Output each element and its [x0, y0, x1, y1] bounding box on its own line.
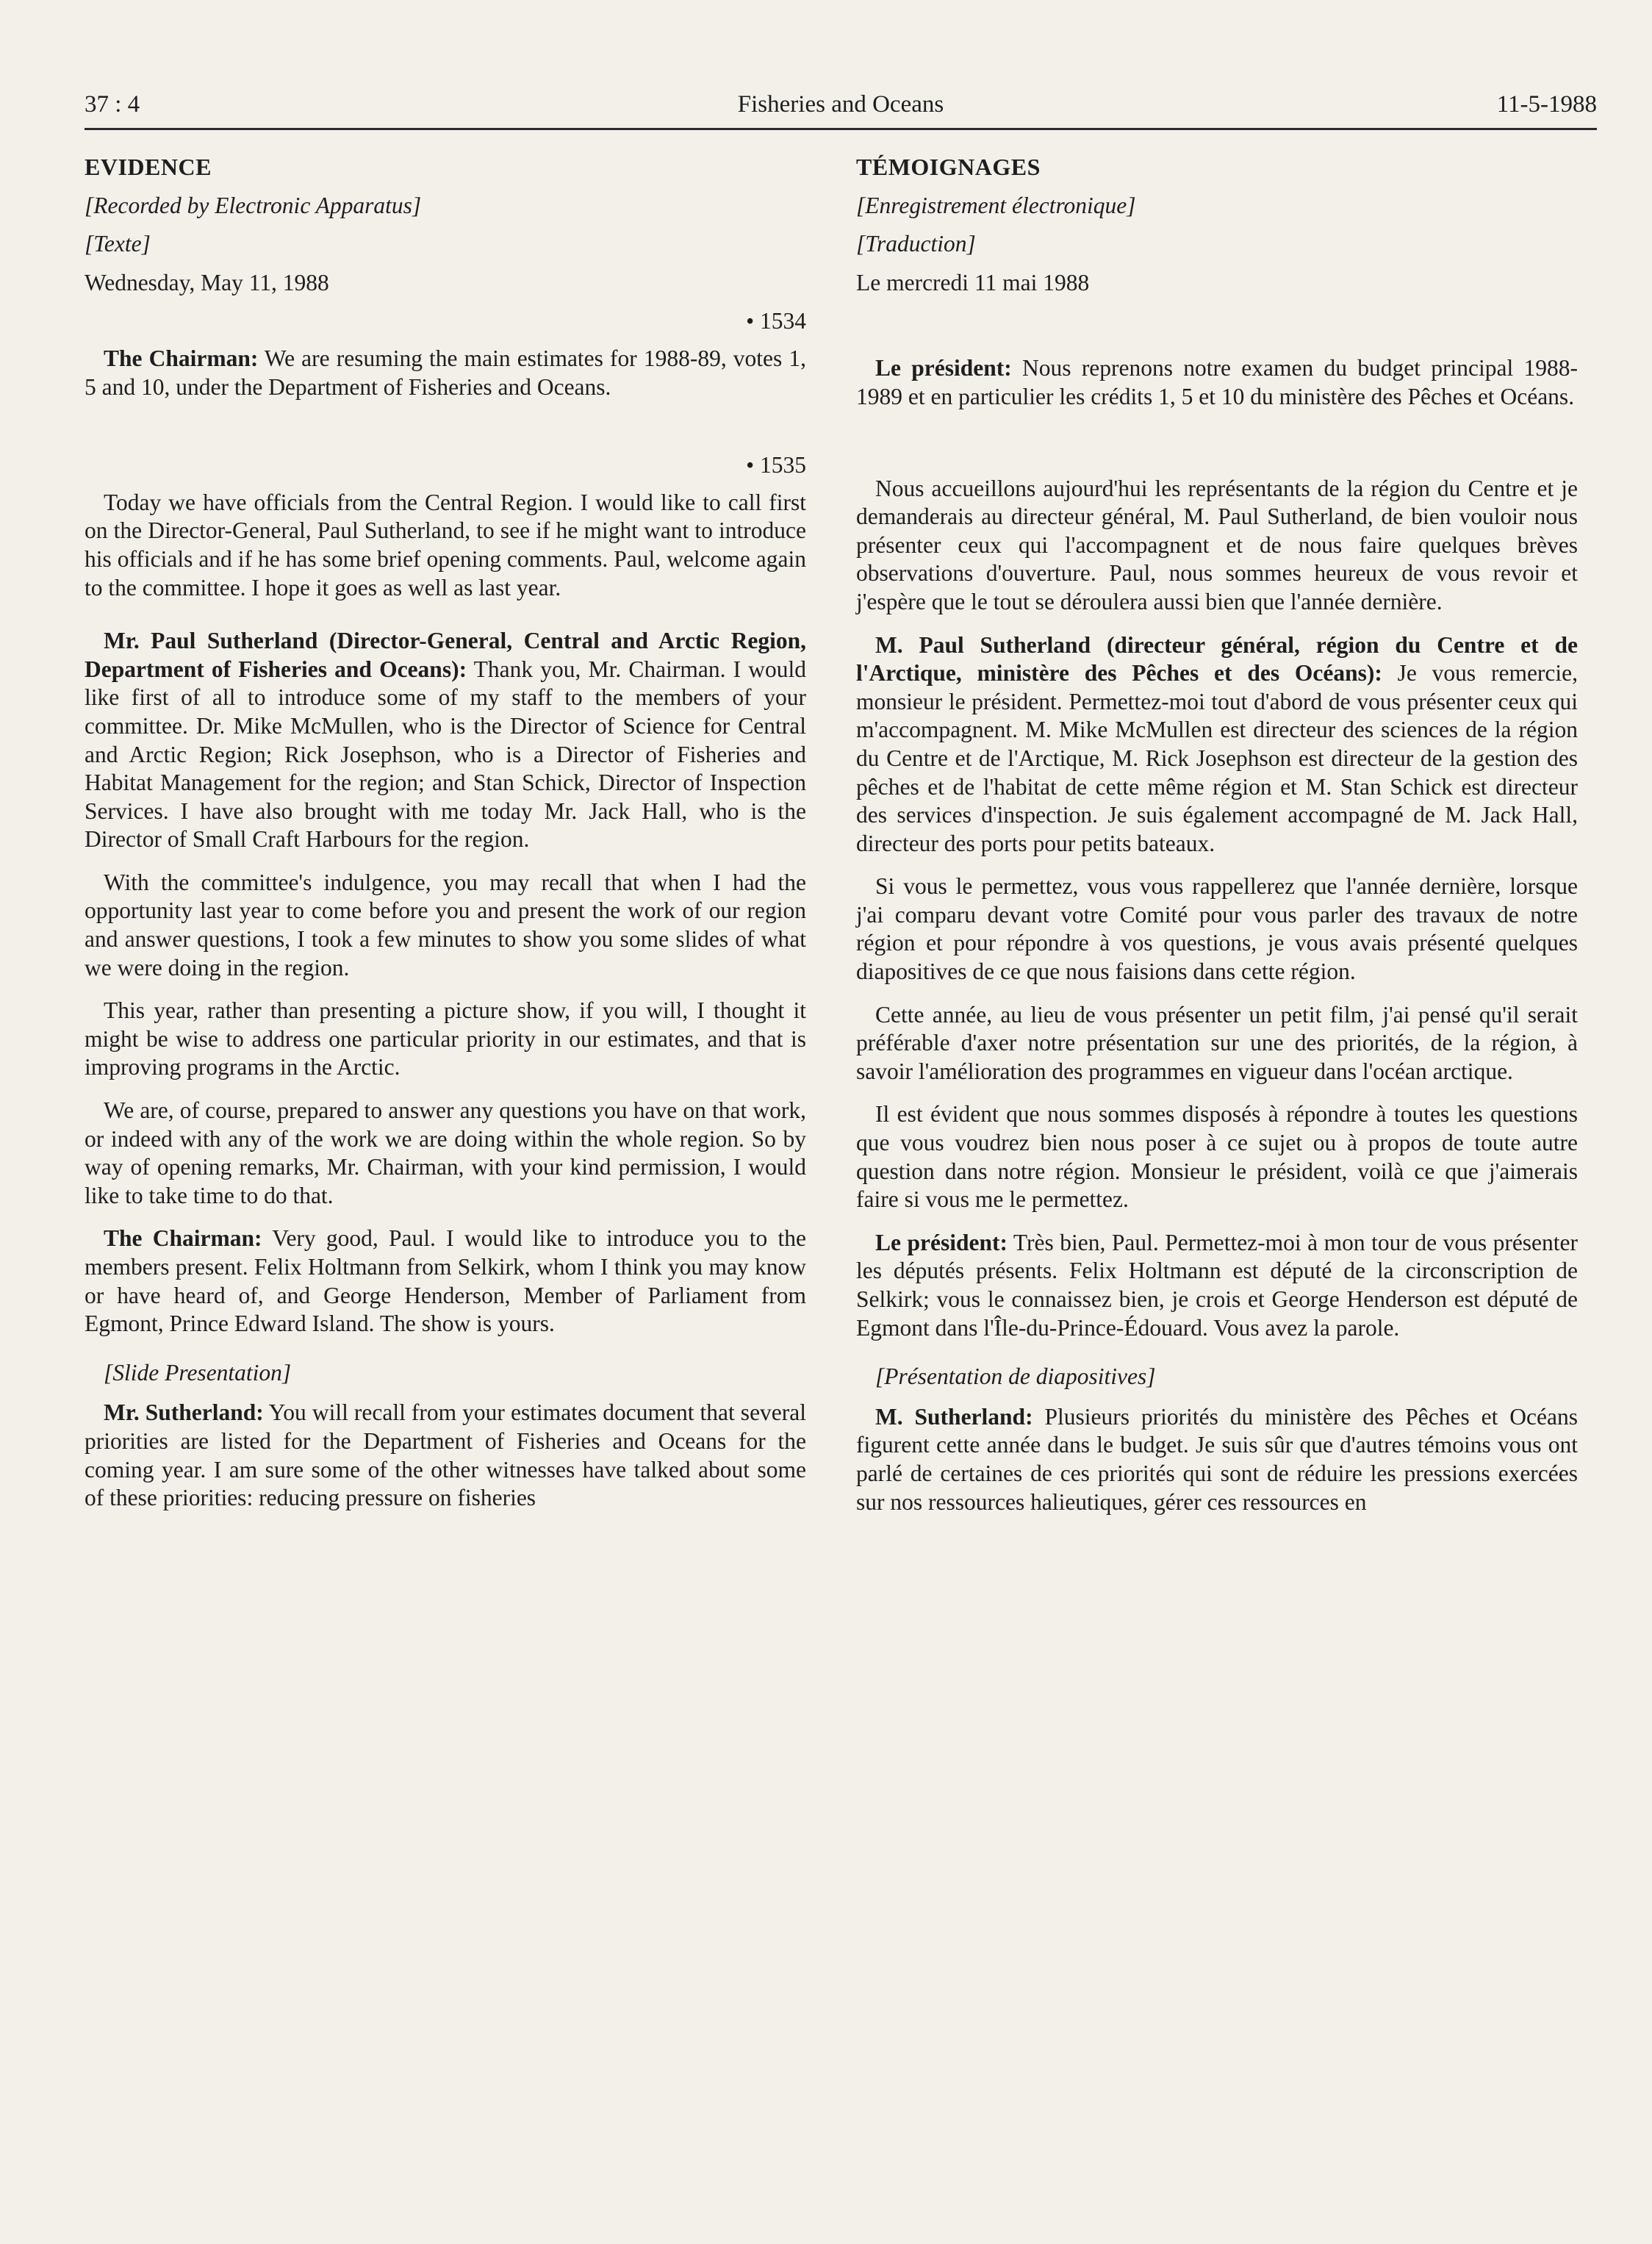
paragraph [856, 354, 1578, 411]
paragraph: With the committee's indulgence, you may recall that when I had the opportunity last year to come before you and present the work of our region and answer questions, I took a few minutes to show you some slides of what we were doing in the region. [85, 869, 806, 981]
section-heading: EVIDENCE [85, 154, 212, 180]
header-date: 11-5-1988 [1496, 91, 1597, 118]
speech-text: Je vous remercie, monsieur le président. Permettez-moi tout d'abord de vous présenter ceux qui m'accompagnent. M. Mike McMullen est directeur des sciences de la région du Centre et de l'Arctique, M. Rick Josephson est directeur de la gestion des pêches et de l'habitat de cette même région et M. Stan Schick est directeur des services d'inspection. Je suis également accompagné de M. Jack Hall, directeur des ports pour petits bateaux. [856, 660, 1578, 856]
slide-presentation-note: [Slide Presentation] [104, 1359, 292, 1386]
paragraph: Cette année, au lieu de vous présenter un petit film, j'ai pensé qu'il serait préférable d'axer notre présentation sur une des priorités, de la région, à savoir l'amélioration des programmes en vigueur dans l'océan arctique. [856, 1001, 1578, 1084]
section-heading: TÉMOIGNAGES [856, 154, 1041, 180]
paragraph [856, 631, 1578, 858]
paragraph: Today we have officials from the Central Region. I would like to call first on the Director-General, Paul Sutherland, to see if he might want to introduce his officials and if he has some brief opening comments. Paul, welcome again to the committee. I hope it goes as well as last year. [85, 489, 806, 601]
sitting-date: Le mercredi 11 mai 1988 [856, 269, 1090, 295]
sitting-date: Wednesday, May 11, 1988 [85, 269, 329, 295]
paragraph [85, 345, 806, 401]
slide-presentation-note: [Présentation de diapositives] [875, 1363, 1156, 1390]
paragraph [856, 1229, 1578, 1342]
paragraph: This year, rather than presenting a picture show, if you will, I thought it might be wise to address one particular priority in our estimates, and that is improving programs in the Arctic. [85, 997, 806, 1080]
speech-text: Very good, Paul. I would like to introduce you to the members present. Felix Holtmann from Selkirk, whom I think you may know or have heard of, and George Henderson, Member of Parliament from Egmont, Prince Edward Island. The show is yours. [85, 1225, 807, 1337]
speaker-name: M. Paul Sutherland (directeur général, région du Centre et de l'Arctique, ministère des Pêches et des Océans): [856, 631, 1578, 687]
speaker-name: Mr. Paul Sutherland (Director-General, Central and Arctic Region, Department of Fisheries and Oceans): [85, 628, 806, 682]
recording-note: [Enregistrement électronique] [856, 192, 1136, 218]
french-column [856, 153, 1578, 1531]
recording-note: [Recorded by Electronic Apparatus] [85, 192, 422, 218]
speech-text: You will recall from your estimates document that several priorities are listed for the Department of Fisheries and Oceans for the coming year. I am sure some of the other witnesses have talked about some of these priorities: reducing pressure on fisheries [85, 1399, 807, 1511]
speaker-name: Le président: [875, 355, 1012, 381]
text-marker: [Traduction] [856, 231, 976, 257]
paragraph [856, 1403, 1578, 1516]
speaker-name: The Chairman: [104, 1225, 262, 1252]
speech-text: Nous reprenons notre examen du budget principal 1988-1989 et en particulier les crédits 1, 5 et 10 du ministère des Pêches et Océans. [856, 355, 1579, 409]
page-header [85, 90, 1597, 130]
speech-text: We are resuming the main estimates for 1988-89, votes 1, 5 and 10, under the Department of Fisheries and Oceans. [85, 345, 806, 400]
speaker-name: M. Sutherland: [875, 1403, 1033, 1430]
paragraph [85, 1399, 806, 1512]
time-marker: • 1534 [746, 308, 806, 334]
speech-text: Plusieurs priorités du ministère des Pêches et Océans figurent cette année dans le budget. Je suis sûr que d'autres témoins vous ont parlé de certaines de ces priorités qui sont de réduire les pressions exercées sur nos ressources halieutiques, gérer ces ressources en [856, 1403, 1578, 1515]
page-number: 37 : 4 [85, 91, 140, 118]
speech-text: Thank you, Mr. Chairman. I would like first of all to introduce some of my staff to the members of your committee. Dr. Mike McMullen, who is the Director of Science for Central and Arctic Region; Rick Josephson, who is a Director of Fisheries and Habitat Management for the region; and Stan Schick, Director of Inspection Services. I have also brought with me today Mr. Jack Hall, who is the Director of Small Craft Harbours for the region. [85, 656, 807, 853]
paragraph: Nous accueillons aujourd'hui les représentants de la région du Centre et je demanderais au directeur général, M. Paul Sutherland, de bien vouloir nous présenter ceux qui l'accompagnent et de nous faire quelques brèves observations d'ouverture. Paul, nous sommes heureux de vous revoir et j'espère que le tout se déroulera aussi bien que l'année dernière. [856, 475, 1578, 614]
speech-text: Très bien, Paul. Permettez-moi à mon tour de vous présenter les députés présents. Felix Holtmann est député de la circonscription de Selkirk; vous le connaissez bien, je crois et George Henderson est député de Egmont dans l'Île-du-Prince-Édouard. Vous avez la parole. [856, 1229, 1579, 1341]
paragraph [85, 1225, 806, 1338]
header-title: Fisheries and Oceans [737, 91, 944, 118]
english-column [85, 153, 806, 1527]
speaker-name: Le président: [875, 1229, 1008, 1255]
speaker-name: The Chairman: [104, 345, 259, 371]
text-marker: [Texte] [85, 231, 151, 257]
paragraph: Il est évident que nous sommes disposés à répondre à toutes les questions que vous voudrez bien nous poser à ce sujet ou à propos de toute autre question dans notre région. Monsieur le président, voilà ce que j'aimerais faire si vous me le permettez. [856, 1101, 1578, 1213]
paragraph [85, 627, 806, 854]
speaker-name: Mr. Sutherland: [104, 1399, 264, 1426]
time-marker: • 1535 [746, 452, 806, 478]
paragraph: Si vous le permettez, vous vous rappellerez que l'année dernière, lorsque j'ai comparu devant votre Comité pour vous parler des travaux de notre région et pour répondre à vos questions, je vous avais présenté quelques diapositives de ce que nous faisions dans cette région. [856, 873, 1578, 985]
paragraph: We are, of course, prepared to answer any questions you have on that work, or indeed with any of the work we are doing within the whole region. So by way of opening remarks, Mr. Chairman, with your kind permission, I would like to take time to do that. [85, 1097, 806, 1208]
